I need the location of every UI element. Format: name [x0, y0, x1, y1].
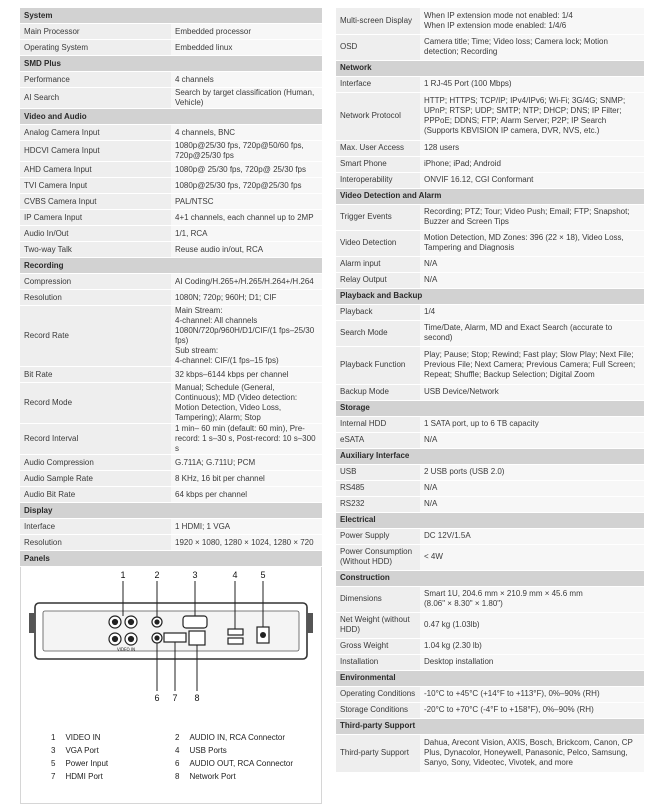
spec-row	[20, 40, 322, 56]
section-header	[336, 448, 644, 464]
spec-row	[20, 424, 322, 455]
spec-row	[336, 686, 644, 702]
section-title: Auxiliary Interface	[336, 448, 644, 464]
spec-row	[336, 612, 644, 638]
section-header	[20, 258, 322, 274]
spec-row	[336, 34, 644, 60]
hdmi-port	[164, 633, 186, 642]
spec-label: RS232	[336, 496, 420, 512]
spec-label: Video Detection	[336, 230, 420, 256]
spec-value: 8 KHz, 16 bit per channel	[171, 471, 322, 487]
spec-value: iPhone; iPad; Android	[420, 156, 644, 172]
section-title: Network	[336, 60, 644, 76]
network-port	[189, 631, 205, 645]
spec-row	[336, 304, 644, 320]
spec-label: eSATA	[336, 432, 420, 448]
spec-row	[336, 734, 644, 772]
spec-row	[20, 194, 322, 210]
spec-label: Resolution	[20, 535, 171, 551]
spec-label: Two-way Talk	[20, 242, 171, 258]
legend-item: 3 VGA Port	[51, 746, 99, 755]
spec-row	[336, 638, 644, 654]
spec-label: Storage Conditions	[336, 702, 420, 718]
section-header	[336, 670, 644, 686]
spec-label: Third-party Support	[336, 734, 420, 772]
spec-label: AI Search	[20, 88, 171, 109]
legend-item: 2 AUDIO IN, RCA Connector	[175, 733, 286, 742]
spec-value: N/A	[420, 480, 644, 496]
spec-label: Interoperability	[336, 172, 420, 188]
spec-label: Alarm input	[336, 256, 420, 272]
section-header	[336, 570, 644, 586]
spec-row	[20, 274, 322, 290]
spec-value: 1080p@ 25/30 fps, 720p@ 25/30 fps	[171, 162, 322, 178]
spec-label: Main Processor	[20, 24, 171, 40]
spec-value: 1 HDMI; 1 VGA	[171, 519, 322, 535]
section-title: Storage	[336, 400, 644, 416]
spec-row	[20, 306, 322, 367]
spec-label: OSD	[336, 34, 420, 60]
spec-label: IP Camera Input	[20, 210, 171, 226]
spec-value: -10°C to +45°C (+14°F to +113°F), 0%–90% (RH)	[420, 686, 644, 702]
section-title: SMD Plus	[20, 56, 322, 72]
spec-row	[336, 92, 644, 140]
callout-5: 5	[260, 570, 266, 580]
spec-value: 1 min– 60 min (default: 60 min), Pre-record: 1 s–30 s, Post-record: 10 s–300 s	[171, 424, 322, 455]
spec-value: 4 channels, BNC	[171, 125, 322, 141]
spec-value: 1080p@25/30 fps, 720p@50/60 fps, 720p@25/30 fps	[171, 141, 322, 162]
section-title: Video and Audio	[20, 109, 322, 125]
spec-row	[336, 464, 644, 480]
spec-label: Power Consumption (Without HDD)	[336, 544, 420, 570]
spec-label: Interface	[20, 519, 171, 535]
callout-2: 2	[154, 570, 160, 580]
spec-value: Manual; Schedule (General, Continuous); MD (Video detection: Motion Detection, Video Loss, Tampering); Alarm; Stop	[171, 383, 322, 424]
spec-label: Performance	[20, 72, 171, 88]
section-title: Electrical	[336, 512, 644, 528]
spec-value: 4 channels	[171, 72, 322, 88]
spec-value: Play; Pause; Stop; Rewind; Fast play; Slow Play; Next File; Previous File; Next Camera; Previous Camera; Full Screen; Repeat; Shuffle; Backup Selection; Digital Zoom	[420, 346, 644, 384]
spec-label: Net Weight (without HDD)	[336, 612, 420, 638]
spec-value: 0.47 kg (1.03lb)	[420, 612, 644, 638]
side-bracket-left	[29, 613, 35, 633]
section-title: Construction	[336, 570, 644, 586]
usb-port-2	[228, 638, 243, 644]
section-title: Playback and Backup	[336, 288, 644, 304]
spec-row	[20, 226, 322, 242]
spec-row	[336, 586, 644, 612]
legend-item: 4 USB Ports	[175, 746, 227, 755]
section-title: Display	[20, 503, 322, 519]
spec-value: Main Stream: 4-channel: All channels 1080N/720p/960H/D1/CIF/(1 fps–25/30 fps) Sub stream: 4-channel: CIF/(1 fps–15 fps)	[171, 306, 322, 367]
section-header	[336, 188, 644, 204]
spec-value: N/A	[420, 256, 644, 272]
spec-row	[20, 178, 322, 194]
spec-row	[20, 88, 322, 109]
spec-value: Embedded processor	[171, 24, 322, 40]
spec-value: 1080N; 720p; 960H; D1; CIF	[171, 290, 322, 306]
spec-value: Recording; PTZ; Tour; Video Push; Email; FTP; Snapshot; Buzzer and Screen Tips	[420, 204, 644, 230]
spec-value: 1 SATA port, up to 6 TB capacity	[420, 416, 644, 432]
spec-value: Time/Date, Alarm, MD and Exact Search (accurate to second)	[420, 320, 644, 346]
spec-label: Record Mode	[20, 383, 171, 424]
spec-label: Audio Sample Rate	[20, 471, 171, 487]
spec-row	[20, 383, 322, 424]
callout-1: 1	[120, 570, 126, 580]
spec-label: Internal HDD	[336, 416, 420, 432]
spec-label: Analog Camera Input	[20, 125, 171, 141]
side-bracket-right	[307, 613, 313, 633]
section-title: Recording	[20, 258, 322, 274]
spec-row	[336, 346, 644, 384]
spec-value: Motion Detection, MD Zones: 396 (22 × 18), Video Loss, Tampering and Diagnosis	[420, 230, 644, 256]
spec-value: -20°C to +70°C (-4°F to +158°F), 0%–90% (RH)	[420, 702, 644, 718]
legend-item: 6 AUDIO OUT, RCA Connector	[175, 759, 294, 768]
spec-value: Dahua, Arecont Vision, AXIS, Bosch, Brickcom, Canon, CP Plus, Dynacolor, Honeywell, Panasonic, Pelco, Samsung, Sanyo, Sony, Videotec, Vivotek, and more	[420, 734, 644, 772]
section-title: System	[20, 8, 322, 24]
spec-row	[20, 290, 322, 306]
section-title: Panels	[20, 551, 322, 567]
spec-label: Bit Rate	[20, 367, 171, 383]
spec-row	[20, 125, 322, 141]
power-input-pin	[260, 632, 266, 638]
section-title: Video Detection and Alarm	[336, 188, 644, 204]
spec-row	[336, 702, 644, 718]
spec-row	[336, 76, 644, 92]
spec-label: Power Supply	[336, 528, 420, 544]
spec-row	[336, 432, 644, 448]
spec-row	[336, 256, 644, 272]
spec-row	[20, 72, 322, 88]
spec-row	[336, 528, 644, 544]
spec-label: Operating System	[20, 40, 171, 56]
spec-row	[336, 8, 644, 34]
spec-value: 1 RJ-45 Port (100 Mbps)	[420, 76, 644, 92]
callout-6: 6	[154, 693, 160, 703]
legend-item: 1 VIDEO IN	[51, 733, 101, 742]
spec-value: Search by target classification (Human, Vehicle)	[171, 88, 322, 109]
spec-value: N/A	[420, 496, 644, 512]
spec-value: 1/4	[420, 304, 644, 320]
spec-label: TVI Camera Input	[20, 178, 171, 194]
section-title: Third-party Support	[336, 718, 644, 734]
spec-value: Reuse audio in/out, RCA	[171, 242, 322, 258]
spec-table-left	[20, 8, 322, 804]
spec-value: Embedded linux	[171, 40, 322, 56]
section-header	[336, 60, 644, 76]
spec-row	[20, 367, 322, 383]
spec-label: Multi-screen Display	[336, 8, 420, 34]
spec-value: N/A	[420, 432, 644, 448]
spec-value: 1/1, RCA	[171, 226, 322, 242]
spec-row	[20, 455, 322, 471]
spec-label: Playback	[336, 304, 420, 320]
spec-label: USB	[336, 464, 420, 480]
spec-value: 128 users	[420, 140, 644, 156]
spec-row	[20, 242, 322, 258]
spec-label: CVBS Camera Input	[20, 194, 171, 210]
spec-label: Audio In/Out	[20, 226, 171, 242]
spec-value: 1920 × 1080, 1280 × 1024, 1280 × 720	[171, 535, 322, 551]
spec-label: AHD Camera Input	[20, 162, 171, 178]
spec-table-right	[336, 8, 644, 773]
spec-row	[336, 416, 644, 432]
spec-row	[336, 384, 644, 400]
spec-value: 4+1 channels, each channel up to 2MP	[171, 210, 322, 226]
legend-item: 8 Network Port	[175, 772, 236, 781]
spec-label: Max. User Access	[336, 140, 420, 156]
spec-row	[336, 156, 644, 172]
callout-3: 3	[192, 570, 198, 580]
spec-value: N/A	[420, 272, 644, 288]
section-header	[336, 718, 644, 734]
legend-item: 7 HDMI Port	[51, 772, 103, 781]
callout-4: 4	[232, 570, 238, 580]
callout-8: 8	[194, 693, 200, 703]
spec-value: PAL/NTSC	[171, 194, 322, 210]
spec-row	[20, 24, 322, 40]
section-header	[336, 400, 644, 416]
spec-value: 1080p@25/30 fps, 720p@25/30 fps	[171, 178, 322, 194]
spec-label: Trigger Events	[336, 204, 420, 230]
spec-row	[20, 162, 322, 178]
spec-row	[336, 230, 644, 256]
spec-label: HDCVI Camera Input	[20, 141, 171, 162]
spec-value: 2 USB ports (USB 2.0)	[420, 464, 644, 480]
spec-label: Interface	[336, 76, 420, 92]
section-header	[20, 56, 322, 72]
spec-value: HTTP; HTTPS; TCP/IP; IPv4/IPv6; Wi-Fi; 3G/4G; SNMP; UPnP; RTSP; UDP; SMTP; NTP; DHCP; DNS; IP Filter; PPPoE; DDNS; FTP; Alarm Server; P2P; IP Search (Supports KBVISION IP camera, DVR, NVS, etc.)	[420, 92, 644, 140]
spec-row	[20, 535, 322, 551]
section-header	[20, 551, 322, 567]
spec-value: 32 kbps–6144 kbps per channel	[171, 367, 322, 383]
callout-7: 7	[172, 693, 178, 703]
spec-label: Network Protocol	[336, 92, 420, 140]
section-title: Environmental	[336, 670, 644, 686]
spec-row	[20, 141, 322, 162]
spec-value: AI Coding/H.265+/H.265/H.264+/H.264	[171, 274, 322, 290]
spec-label: RS485	[336, 480, 420, 496]
spec-label: Search Mode	[336, 320, 420, 346]
spec-label: Audio Bit Rate	[20, 487, 171, 503]
legend-item: 5 Power Input	[51, 759, 109, 768]
spec-row	[336, 140, 644, 156]
rear-panel-diagram	[20, 567, 322, 804]
spec-row	[336, 172, 644, 188]
spec-value: < 4W	[420, 544, 644, 570]
spec-label: Compression	[20, 274, 171, 290]
spec-row	[336, 480, 644, 496]
spec-label: Gross Weight	[336, 638, 420, 654]
usb-port-1	[228, 629, 243, 635]
spec-value: 1.04 kg (2.30 lb)	[420, 638, 644, 654]
spec-label: Backup Mode	[336, 384, 420, 400]
spec-row	[336, 544, 644, 570]
section-header	[20, 503, 322, 519]
spec-row	[20, 487, 322, 503]
spec-label: Relay Output	[336, 272, 420, 288]
section-header	[336, 512, 644, 528]
spec-label: Dimensions	[336, 586, 420, 612]
spec-row	[336, 320, 644, 346]
spec-value: 64 kbps per channel	[171, 487, 322, 503]
video-in-label: VIDEO IN	[117, 647, 136, 652]
section-header	[20, 8, 322, 24]
spec-row	[20, 471, 322, 487]
spec-row	[336, 496, 644, 512]
spec-label: Record Rate	[20, 306, 171, 367]
spec-label: Operating Conditions	[336, 686, 420, 702]
section-header	[336, 288, 644, 304]
spec-row	[336, 654, 644, 670]
spec-label: Playback Function	[336, 346, 420, 384]
spec-value: When IP extension mode not enabled: 1/4 When IP extension mode enabled: 1/4/6	[420, 8, 644, 34]
spec-label: Smart Phone	[336, 156, 420, 172]
spec-value: USB Device/Network	[420, 384, 644, 400]
spec-row	[336, 272, 644, 288]
spec-label: Record Interval	[20, 424, 171, 455]
spec-row	[336, 204, 644, 230]
spec-value: Desktop installation	[420, 654, 644, 670]
spec-value: ONVIF 16.12, CGI Conformant	[420, 172, 644, 188]
spec-value: G.711A; G.711U; PCM	[171, 455, 322, 471]
spec-row	[20, 519, 322, 535]
spec-value: Smart 1U, 204.6 mm × 210.9 mm × 45.6 mm (8.06" × 8.30" × 1.80")	[420, 586, 644, 612]
vga-port	[183, 616, 207, 628]
spec-value: DC 12V/1.5A	[420, 528, 644, 544]
spec-label: Resolution	[20, 290, 171, 306]
spec-row	[20, 210, 322, 226]
spec-value: Camera title; Time; Video loss; Camera lock; Motion detection; Recording	[420, 34, 644, 60]
section-header	[20, 109, 322, 125]
spec-label: Audio Compression	[20, 455, 171, 471]
spec-label: Installation	[336, 654, 420, 670]
